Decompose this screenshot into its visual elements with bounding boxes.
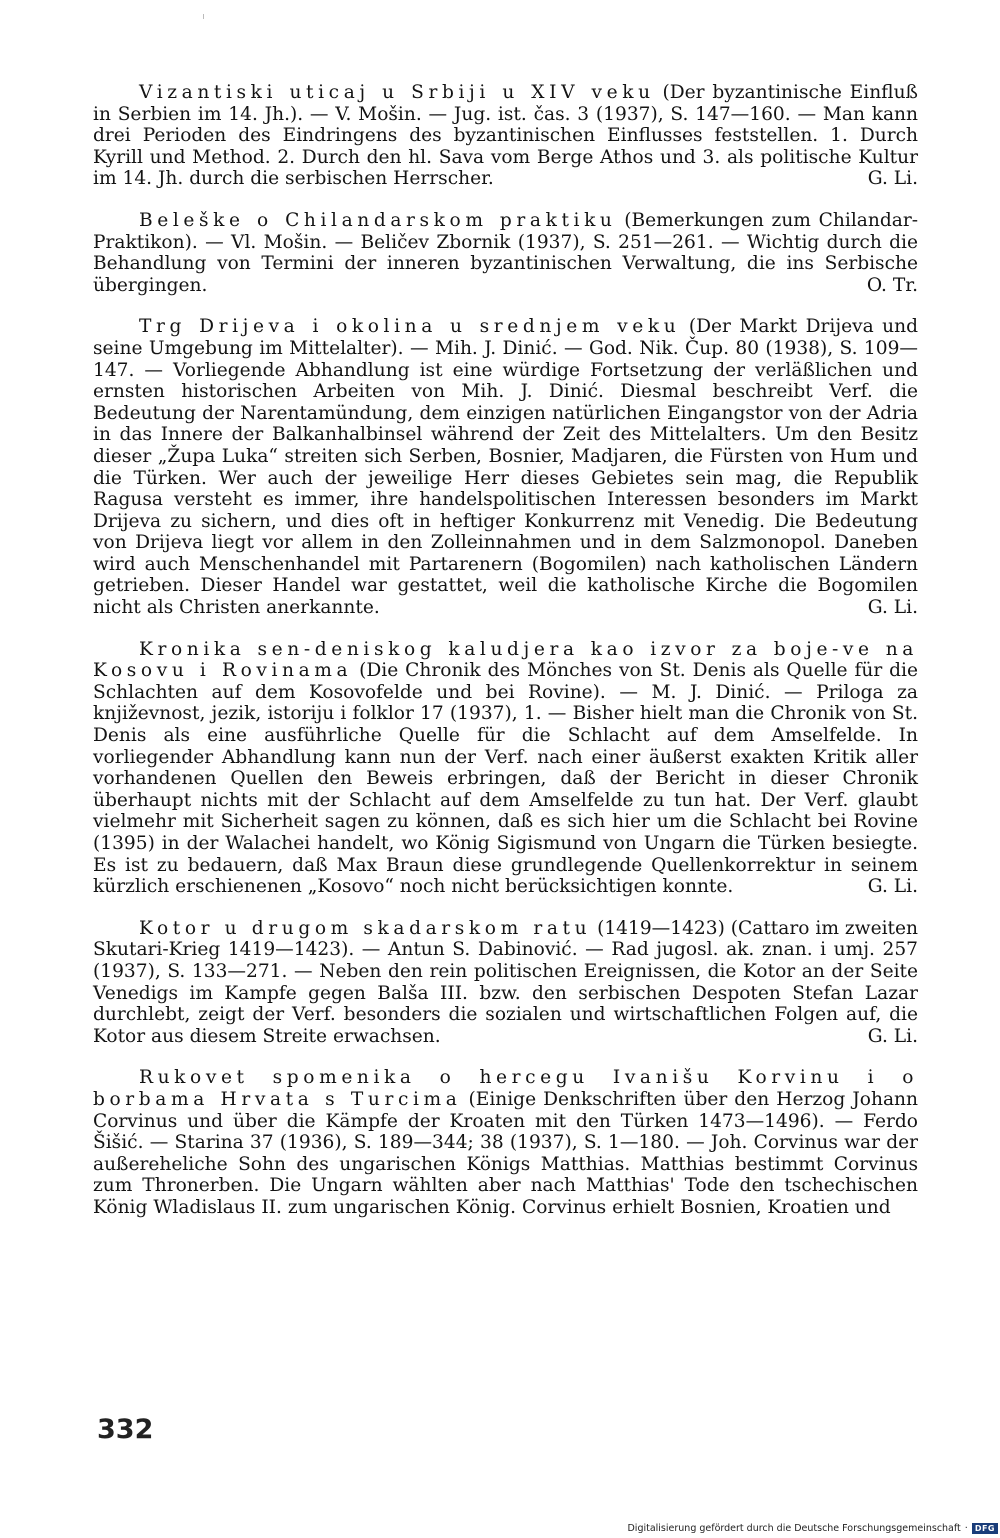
entry-title: Kronika sen-deniskog kaludjera kao izvor za boje-ve na Kosovu i Rovinama (93, 638, 918, 682)
entry-title: Rukovet spomenika o hercegu Ivanišu Korvinu i o borbama Hrvata s Turcima (93, 1067, 918, 1110)
entry-body: (1419—1423) (Cattaro im zweiten Skutari-Krieg 1419—1423). — Antun S. Dabinović. — Rad jugosl. ak. znan. i umj. 257 (1937), S. 133—271. — Neben den rein politischen Ereignissen, die Kotor an der Seite Venedigs im Kampfe gegen Balša III. bzw. den serbischen Despoten Stefan Lazar durchlebt, zeigt der Verf. besonders die sozialen und wirtschaftlichen Folgen auf, die Kotor aus diesem Streite erwachsen. (93, 917, 918, 1047)
entry-body: (Der byzantinische Einfluß in Serbien im 14. Jh.). — V. Mošin. — Jug. ist. čas. 3 (1937), S. 147—160. — Man kann drei Perioden des Eindringens des byzantinischen Einflusses feststellen. 1. Durch Kyrill und Method. 2. Durch den hl. Sava vom Berge Athos und 3. als politische Kultur im 14. Jh. durch die serbischen Herrscher. (93, 82, 918, 190)
document-page (93, 82, 918, 1239)
entry-paragraph (93, 639, 918, 898)
entry-body: (Die Chronik des Mönches von St. Denis als Quelle für die Schlachten auf dem Kosovofelde und bei Rovine). — M. J. Dinić. — Priloga za književnost, jezik, istoriju i folklor 17 (1937), 1. — Bisher hielt man die Chronik von St. Denis als eine ausführliche Quelle für die Schlacht auf dem Amselfelde. In vorliegender Abhandlung kann nun der Verf. nach einer äußerst exakten Kritik aller vorhandenen Quellen den Beweis erbringen, daß der Bericht in dieser Chronik überhaupt nichts mit der Schlacht auf dem Amselfelde zu tun hat. Der Verf. glaubt vielmehr mit Sicherheit sagen zu können, daß es sich hier um die Schlacht bei Rovine (1395) in der Walachei handelt, wo König Sigismund von Ungarn die Türken besiegte. Es ist zu bedauern, daß Max Braun diese grundlegende Quellenkorrektur in seinem kürzlich erschienenen „Kosovo“ noch nicht berücksichtigen konnte. (93, 660, 918, 898)
entry-paragraph (93, 316, 918, 618)
bibliography-entry (93, 1067, 918, 1218)
entry-paragraph (93, 82, 918, 190)
bibliography-entry (93, 82, 918, 190)
entry-paragraph (93, 210, 918, 296)
dfg-logo-icon: DFG (972, 1523, 998, 1534)
footer-separator: · (964, 1523, 968, 1534)
entry-body: (Bemerkungen zum Chilandar-Praktikon). — Vl. Mošin. — Beličev Zbornik (1937), S. 251—261. — Wichtig durch die Behandlung von Termini der inneren byzantinischen Verwaltung, die ins Serbische übergingen. (93, 209, 918, 296)
entry-title: Kotor u drugom skadarskom ratu (139, 917, 592, 939)
entry-paragraph (93, 918, 918, 1048)
reviewer-initials: G. Li. (867, 876, 918, 898)
bibliography-entry (93, 918, 918, 1048)
footer-credit: Digitalisierung gefördert durch die Deutsche Forschungsgemeinschaft (627, 1523, 961, 1534)
scan-mark (203, 14, 204, 19)
entry-title: Vizantiski uticaj u Srbiji u XIV veku (139, 82, 655, 103)
page-number: 332 (97, 1414, 154, 1445)
reviewer-initials: G. Li. (867, 168, 918, 190)
reviewer-initials: O. Tr. (866, 274, 918, 296)
entry-title: Beleške o Chilandarskom praktiku (139, 209, 617, 231)
entry-paragraph (93, 1067, 918, 1218)
bibliography-entry (93, 639, 918, 898)
digitization-footer (627, 1523, 998, 1534)
entry-body: (Einige Denkschriften über den Herzog Johann Corvinus und über die Kämpfe der Kroaten mit den Türken 1473—1496). — Ferdo Šišić. — Starina 37 (1936), S. 189—344; 38 (1937), S. 1—180. — Joh. Corvinus war der außereheliche Sohn des ungarischen Königs Matthias. Matthias bestimmt Corvinus zum Thronerben. Die Ungarn wählten aber nach Matthias' Tode den tschechischen König Wladislaus II. zum ungarischen König. Corvinus erhielt Bosnien, Kroatien und (93, 1088, 918, 1218)
bibliography-entry (93, 210, 918, 296)
reviewer-initials: G. Li. (867, 597, 918, 619)
bibliography-entry (93, 316, 918, 618)
reviewer-initials: G. Li. (867, 1025, 918, 1047)
entry-title: Trg Drijeva i okolina u srednjem veku (139, 316, 681, 338)
entry-body: (Der Markt Drijeva und seine Umgebung im Mittelalter). — Mih. J. Dinić. — God. Nik. Čup. 80 (1938), S. 109—147. — Vorliegende Abhandlung ist eine würdige Fortsetzung der verläßlichen und ernsten historischen Arbeiten von Mih. J. Dinić. Diesmal beschreibt Verf. die Bedeutung der Narentamündung, dem einzigen natürlichen Eingangstor von der Adria in das Innere der Balkanhalbinsel während der Zeit des Mittelalters. Um den Besitz dieser „Župa Luka“ streiten sich Serben, Bosnier, Madjaren, die Fürsten von Hum und die Türken. Wer auch der jeweilige Herr dieses Gebietes sein mag, die Republik Ragusa versteht es immer, ihre handelspolitischen Interessen besonders im Markt Drijeva zu sichern, und dies oft in heftiger Konkurrenz mit Venedig. Die Bedeutung von Drijeva liegt vor allem in den Zolleinnahmen und in dem Salzmonopol. Daneben wird auch Menschenhandel mit Partarenern (Bogomilen) nach katholischen Ländern getrieben. Dieser Handel war gestattet, weil die katholische Kirche die Bogomilen nicht als Christen anerkannte. (93, 316, 919, 619)
